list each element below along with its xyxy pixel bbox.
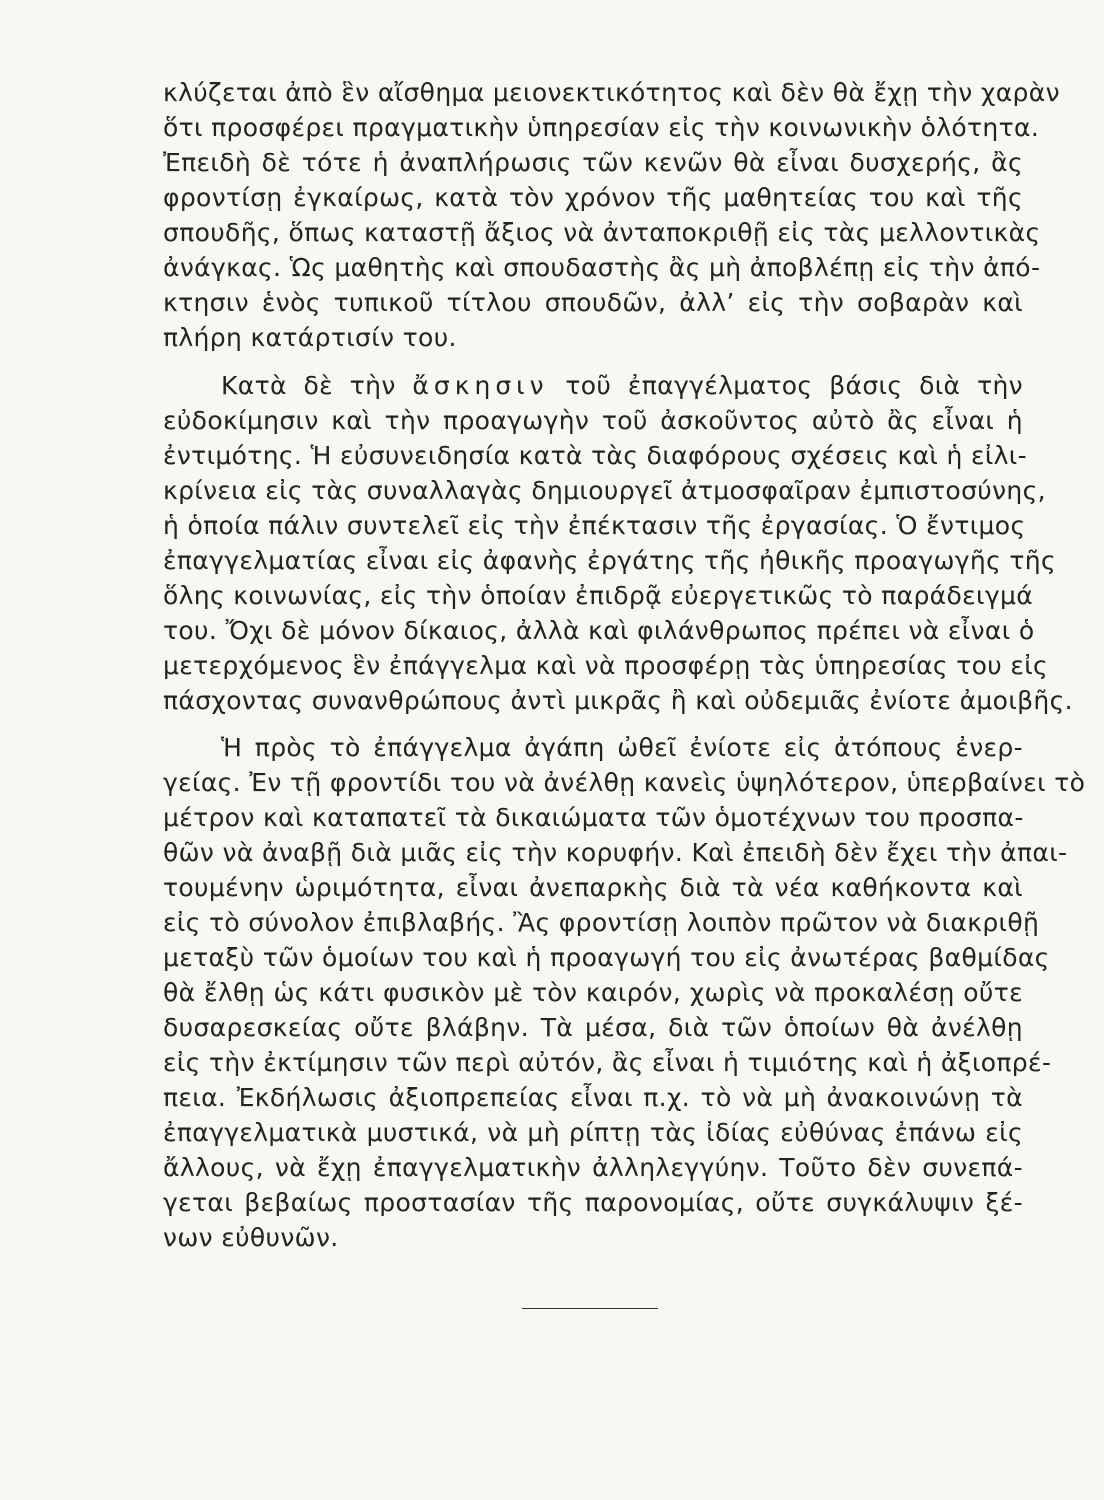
text-line: πλήρη κατάρτισίν του. (163, 323, 457, 352)
text-line: πεια. Ἐκδήλωσις ἀξιοπρεπείας εἶναι π.χ. τὸ νὰ μὴ ἀνακοινώνῃ τὰ (163, 1083, 1023, 1112)
text-line: εἰς τὸ σύνολον ἐπιβλαβής. Ἂς φροντίσῃ λοιπὸν πρῶτον νὰ διακριθῇ (163, 908, 1040, 937)
text-line: ὅλης κοινωνίας, εἰς τὴν ὁποίαν ἐπιδρᾷ εὐεργετικῶς τὸ παράδειγμά (163, 581, 1034, 610)
text-line: εὐδοκίμησιν καὶ τὴν προαγωγὴν τοῦ ἀσκοῦντος αὐτὸ ἂς εἶναι ἡ (163, 406, 1023, 435)
text-line: Κατὰ δὲ τὴν ἄσκησιν τοῦ ἐπαγγέλματος βάσις διὰ τὴν (221, 371, 1024, 400)
text-line: ἄλλους, νὰ ἔχῃ ἐπαγγελματικὴν ἀλληλεγγύην. Τοῦτο δὲν συνεπά- (163, 1153, 1023, 1182)
text-line: κτησιν ἑνὸς τυπικοῦ τίτλου σπουδῶν, ἀλλ’ εἰς τὴν σοβαρὰν καὶ (163, 288, 1023, 317)
text-line: δυσαρεσκείας οὔτε βλάβην. Τὰ μέσα, διὰ τῶν ὁποίων θὰ ἀνέλθῃ (163, 1013, 1023, 1042)
text-line: θὰ ἔλθῃ ὡς κάτι φυσικὸν μὲ τὸν καιρόν, χωρὶς νὰ προκαλέσῃ οὔτε (163, 978, 1023, 1007)
text-line: ἐπαγγελματικὰ μυστικά, νὰ μὴ ρίπτῃ τὰς ἰδίας εὐθύνας ἐπάνω εἰς (163, 1118, 1023, 1147)
text-line: ἀνάγκας. Ὡς μαθητὴς καὶ σπουδαστὴς ἂς μὴ ἀποβλέπῃ εἰς τὴν ἀπό- (163, 253, 1041, 282)
text-line: γείας. Ἐν τῇ φροντίδι του νὰ ἀνέλθῃ κανεὶς ὑψηλότερον, ὑπερβαίνει τὸ (163, 768, 1086, 797)
text-line: νων εὐθυνῶν. (163, 1223, 339, 1252)
text-line: μετερχόμενος ἓν ἐπάγγελμα καὶ νὰ προσφέρῃ τὰς ὑπηρεσίας του εἰς (163, 651, 1049, 680)
text-line: ὅτι προσφέρει πραγματικὴν ὑπηρεσίαν εἰς τὴν κοινωνικὴν ὁλότητα. (163, 113, 1040, 142)
text-line: του. Ὄχι δὲ μόνον δίκαιος, ἀλλὰ καὶ φιλάνθρωπος πρέπει νὰ εἶναι ὁ (163, 616, 1035, 645)
text-line: φροντίσῃ ἐγκαίρως, κατὰ τὸν χρόνον τῆς μαθητείας του καὶ τῆς (163, 183, 1023, 212)
text-line: κρίνεια εἰς τὰς συναλλαγὰς δημιουργεῖ ἀτμοσφαῖραν ἐμπιστοσύνης, (163, 476, 1046, 505)
emphasized-word: ἄσκησιν (412, 371, 549, 400)
text-line: εἰς τὴν ἐκτίμησιν τῶν περὶ αὐτόν, ἂς εἶναι ἡ τιμιότης καὶ ἡ ἀξιοπρέ- (163, 1048, 1052, 1077)
text-line: τουμένην ὡριμότητα, εἶναι ἀνεπαρκὴς διὰ τὰ νέα καθήκοντα καὶ (163, 873, 1023, 902)
text-line: σπουδῆς, ὅπως καταστῇ ἄξιος νὰ ἀνταποκριθῇ εἰς τὰς μελλοντικὰς (163, 218, 1041, 247)
text-line: Ἐπειδὴ δὲ τότε ἡ ἀναπλήρωσις τῶν κενῶν θὰ εἶναι δυσχερής, ἂς (163, 148, 1023, 177)
text-line: πάσχοντας συνανθρώπους ἀντὶ μικρᾶς ἢ καὶ οὐδεμιᾶς ἐνίοτε ἀμοιβῆς. (163, 686, 1073, 715)
text-line: θῶν νὰ ἀναβῇ διὰ μιᾶς εἰς τὴν κορυφήν. Καὶ ἐπειδὴ δὲν ἔχει τὴν ἀπαι- (163, 838, 1068, 867)
text-line: Ἡ πρὸς τὸ ἐπάγγελμα ἀγάπη ὠθεῖ ἐνίοτε εἰς ἀτόπους ἐνερ- (221, 733, 1023, 762)
text-line: κλύζεται ἀπὸ ἓν αἴσθημα μειονεκτικότητος καὶ δὲν θὰ ἔχῃ τὴν χαρὰν (163, 78, 1060, 107)
text-line: ἡ ὁποία πάλιν συντελεῖ εἰς τὴν ἐπέκτασιν τῆς ἐργασίας. Ὁ ἔντιμος (163, 511, 1026, 540)
section-divider (522, 1308, 658, 1309)
text-line: ἐπαγγελματίας εἶναι εἰς ἀφανὴς ἐργάτης τῆς ἠθικῆς προαγωγῆς τῆς (163, 546, 1057, 575)
text-line: γεται βεβαίως προστασίαν τῆς παρονομίας, οὔτε συγκάλυψιν ξέ- (163, 1188, 1023, 1217)
text-line: μέτρον καὶ καταπατεῖ τὰ δικαιώματα τῶν ὁμοτέχνων του προσπα- (163, 803, 1024, 832)
text-line: ἐντιμότης. Ἡ εὐσυνειδησία κατὰ τὰς διαφόρους σχέσεις καὶ ἡ εἰλι- (163, 441, 1027, 470)
text-line: μεταξὺ τῶν ὁμοίων του καὶ ἡ προαγωγή του εἰς ἀνωτέρας βαθμίδας (163, 943, 1050, 972)
